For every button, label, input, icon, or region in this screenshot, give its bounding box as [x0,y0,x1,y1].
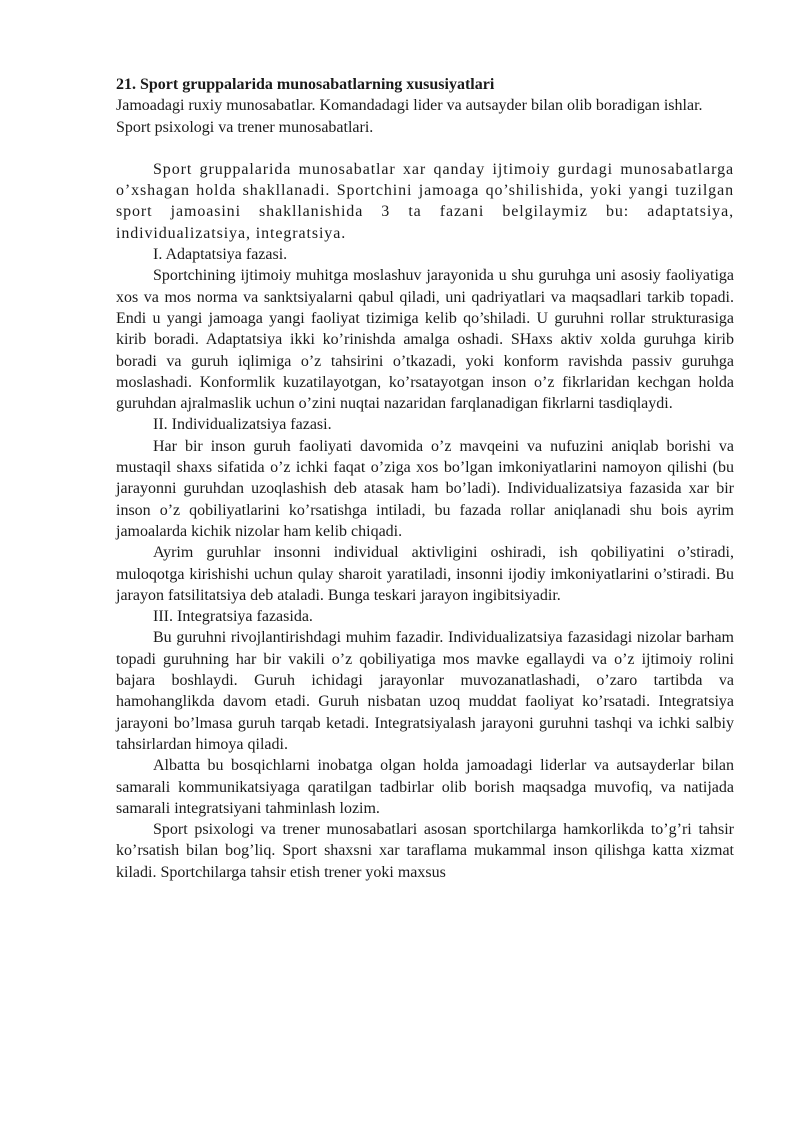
document-page [116,74,734,883]
phase1-paragraph: Sportchining ijtimoiy muhitga moslashuv jarayonida u shu guruhga uni asosiy faoliyatiga xos va mos norma va sanktsiyalarni qabul qiladi, uni qadriyatlari va maqsadlari tarkib topadi. Endi u yangi jamoaga yangi faoliyat tizimiga kelib qo’shiladi. U guruhni rollar strukturasiga kirib boradi. Adaptatsiya ikki ko’rinishda amalga oshadi. SHaxs aktiv xolda guruhga kirib boradi va guruh iqlimiga o’z tahsirini o’tkazadi, yoki konform ravishda passiv guruhga moslashadi. Konformlik kuzatilayotgan, ko’rsatayotgan inson o’z fikrlaridan kechgan holda guruhdan ajralmaslik uchun o’zini nuqtai nazaridan farqlanadigan fikrlarni tasdiqlaydi. [116,267,734,413]
phase2-paragraph-2: Ayrim guruhlar insonni individual aktivligini oshiradi, ish qobiliyatini o’stiradi, muloqotga kirishishi uchun qulay sharoit yaratiladi, insonni ijodiy imkoniyatlarini o’stiradi. Bu jarayon fatsilitatsiya deb ataladi. Bunga teskari jarayon ingibitsiyadir. [116,544,734,604]
phase3-paragraph: Bu guruhni rivojlantirishdagi muhim fazadir. Individualizatsiya fazasidagi nizolar barham topadi guruhning har bir vakili o’z qobiliyatiga mos mavke egallaydi va o’z ijtimoiy rolini bajara boshlaydi. Guruh ichidagi jarayonlar muvozanatlashadi, o’zaro tartibda va hamohanglikda davom etadi. Guruh nisbatan uzoq muddat faoliyat ko’rsatadi. Integratsiya jarayoni bo’lmasa guruh tarqab ketadi. Integratsiyalash jarayoni guruhni tashqi va ichki salbiy tahsirlardan himoya qiladi. [116,629,734,753]
intro-paragraph: Sport gruppalarida munosabatlar xar qanday ijtimoiy gurdagi munosabatlarga o’xshagan holda shakllanadi. Sportchini jamoaga qo’shilishida, yoki yangi tuzilgan sport jamoasini shakllanishida 3 ta fazani belgilaymiz bu: adaptatsiya, individualizatsiya, integratsiya. [116,160,734,242]
phase3-heading: III. Integratsiya fazasida. [153,608,313,626]
phase2-heading: II. Individualizatsiya fazasi. [153,416,332,434]
document-subtitle: Jamoadagi ruxiy munosabatlar. Komandadagi lider va autsayder bilan olib boradigan ishlar. Sport psixologi va trener munosabatlari. [116,97,703,136]
phase1-heading: I. Adaptatsiya fazasi. [153,246,288,264]
document-title: 21. Sport gruppalarida munosabatlarning xususiyatlari [116,76,495,93]
conclusion-paragraph: Albatta bu bosqichlarni inobatga olgan holda jamoadagi liderlar va autsayderlar bilan samarali kommunikatsiyaga qaratilgan tadbirlar olib borish maqsadga muvofiq, va natijada samarali integratsiyani tahminlash lozim. [116,757,734,817]
phase2-paragraph: Har bir inson guruh faoliyati davomida o’z mavqeini va nufuzini aniqlab borishi va mustaqil shaxs sifatida o’z ichki faqat o’ziga xos bo’lgan imkoniyatlarini namoyon qilishi (bu jarayonni guruhdan uzoqlashish deb atasak ham bo’ladi). Individualizatsiya fazasida xar bir inson o’z qobiliyatlarini ko’rsatishga intiladi, bu fazada rollar aniqlanadi shu bois ayrim jamoalarda kichik nizolar ham kelib chiqadi. [116,437,734,540]
trainer-paragraph: Sport psixologi va trener munosabatlari asosan sportchilarga hamkorlikda to’g’ri tahsir ko’rsatish bilan bog’liq. Sport shaxsni xar taraflama mukammal inson qilishga katta xizmat kiladi. Sportchilarga tahsir etish trener yoki maxsus [116,821,734,881]
paragraph-gap [116,138,734,159]
